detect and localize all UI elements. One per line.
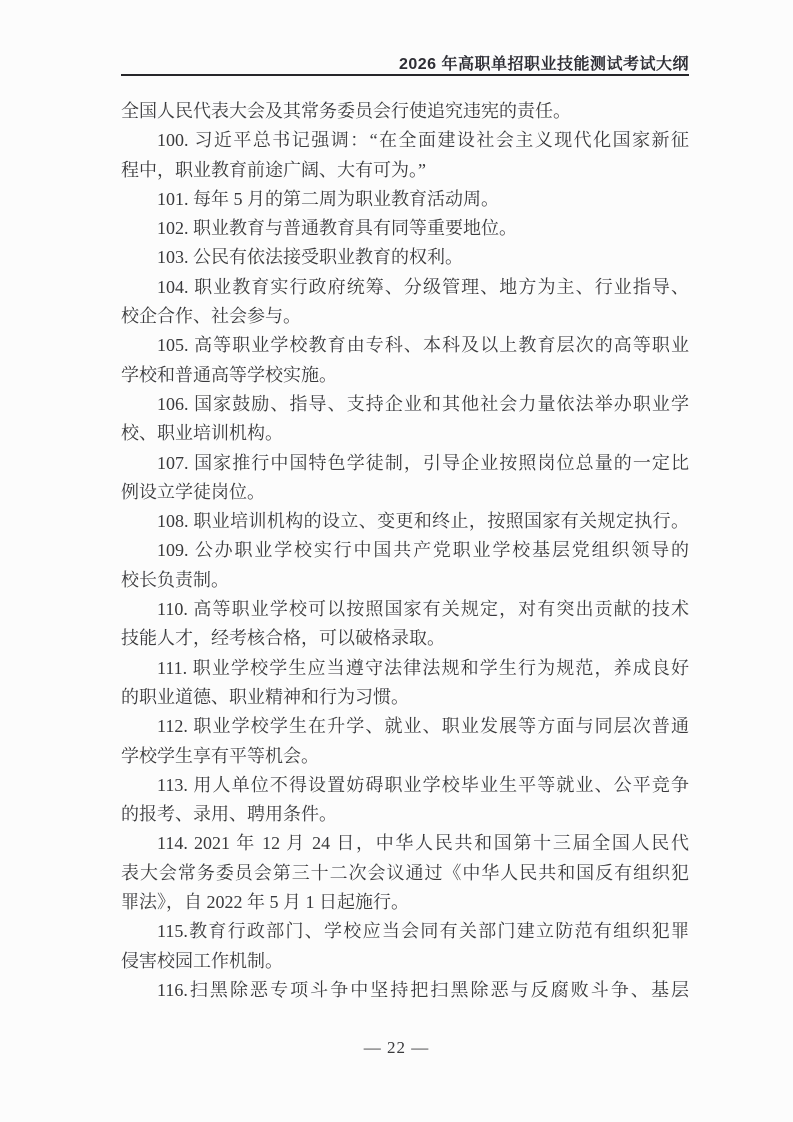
body-line: 的报考、录用、聘用条件。 [121,804,337,825]
body-line: 全国人民代表大会及其常务委员会行使追究违宪的责任。 [121,101,571,121]
body-line: 校、职业培训机构。 [121,423,283,444]
body-line: 116.扫黑除恶专项斗争中坚持把扫黑除恶与反腐败斗争、基层 [157,979,689,1000]
header-divider [121,74,689,76]
body-line: 113. 用人单位不得设置妨碍职业学校毕业生平等就业、公平竞争 [157,774,689,795]
body-line: 程中，职业教育前途广阔、大有可为。” [121,159,426,180]
body-line: 的职业道德、职业精神和行为习惯。 [121,686,409,707]
body-line: 例设立学徒岗位。 [121,481,265,502]
body-line: 校企合作、社会参与。 [121,306,301,327]
body-line: 校长负责制。 [121,569,229,590]
body-text [121,97,689,1005]
body-line: 109. 公办职业学校实行中国共产党职业学校基层党组织领导的 [157,540,689,561]
body-line: 106. 国家鼓励、指导、支持企业和其他社会力量依法举办职业学 [157,393,689,414]
body-line: 114. 2021 年 12 月 24 日，中华人民共和国第十三届全国人民代 [157,833,689,854]
body-line: 110. 高等职业学校可以按照国家有关规定，对有突出贡献的技术 [157,599,689,620]
body-line: 100. 习近平总书记强调：“在全面建设社会主义现代化国家新征 [157,130,689,151]
body-line: 学校学生享有平等机会。 [121,745,319,766]
body-line: 罪法》，自 2022 年 5 月 1 日起施行。 [121,892,409,913]
header-title: 2026 年高职单招职业技能测试考试大纲 [398,56,689,73]
body-line: 111. 职业学校学生应当遵守法律法规和学生行为规范，养成良好 [157,657,689,678]
body-line: 技能人才，经考核合格，可以破格录取。 [121,628,445,649]
body-line: 学校和普通高等学校实施。 [121,364,337,385]
body-line: 107. 国家推行中国特色学徒制，引导企业按照岗位总量的一定比 [157,452,689,473]
body-line: 侵害校园工作机制。 [121,950,283,971]
body-line: 101. 每年 5 月的第二周为职业教育活动周。 [157,188,499,209]
body-line: 102. 职业教育与普通教育具有同等重要地位。 [157,218,517,239]
body-line: 103. 公民有依法接受职业教育的权利。 [157,247,463,268]
body-line: 112. 职业学校学生在升学、就业、职业发展等方面与同层次普通 [157,716,689,737]
body-line: 104. 职业教育实行政府统筹、分级管理、地方为主、行业指导、 [157,276,689,297]
body-line: 115.教育行政部门、学校应当会同有关部门建立防范有组织犯罪 [157,921,689,942]
page-footer [0,1038,793,1058]
page-number: — 22 — [363,1038,430,1057]
body-line: 表大会常务委员会第三十二次会议通过《中华人民共和国反有组织犯 [121,862,689,883]
body-line: 105. 高等职业学校教育由专科、本科及以上教育层次的高等职业 [157,335,689,356]
body-line: 108. 职业培训机构的设立、变更和终止，按照国家有关规定执行。 [157,511,689,532]
